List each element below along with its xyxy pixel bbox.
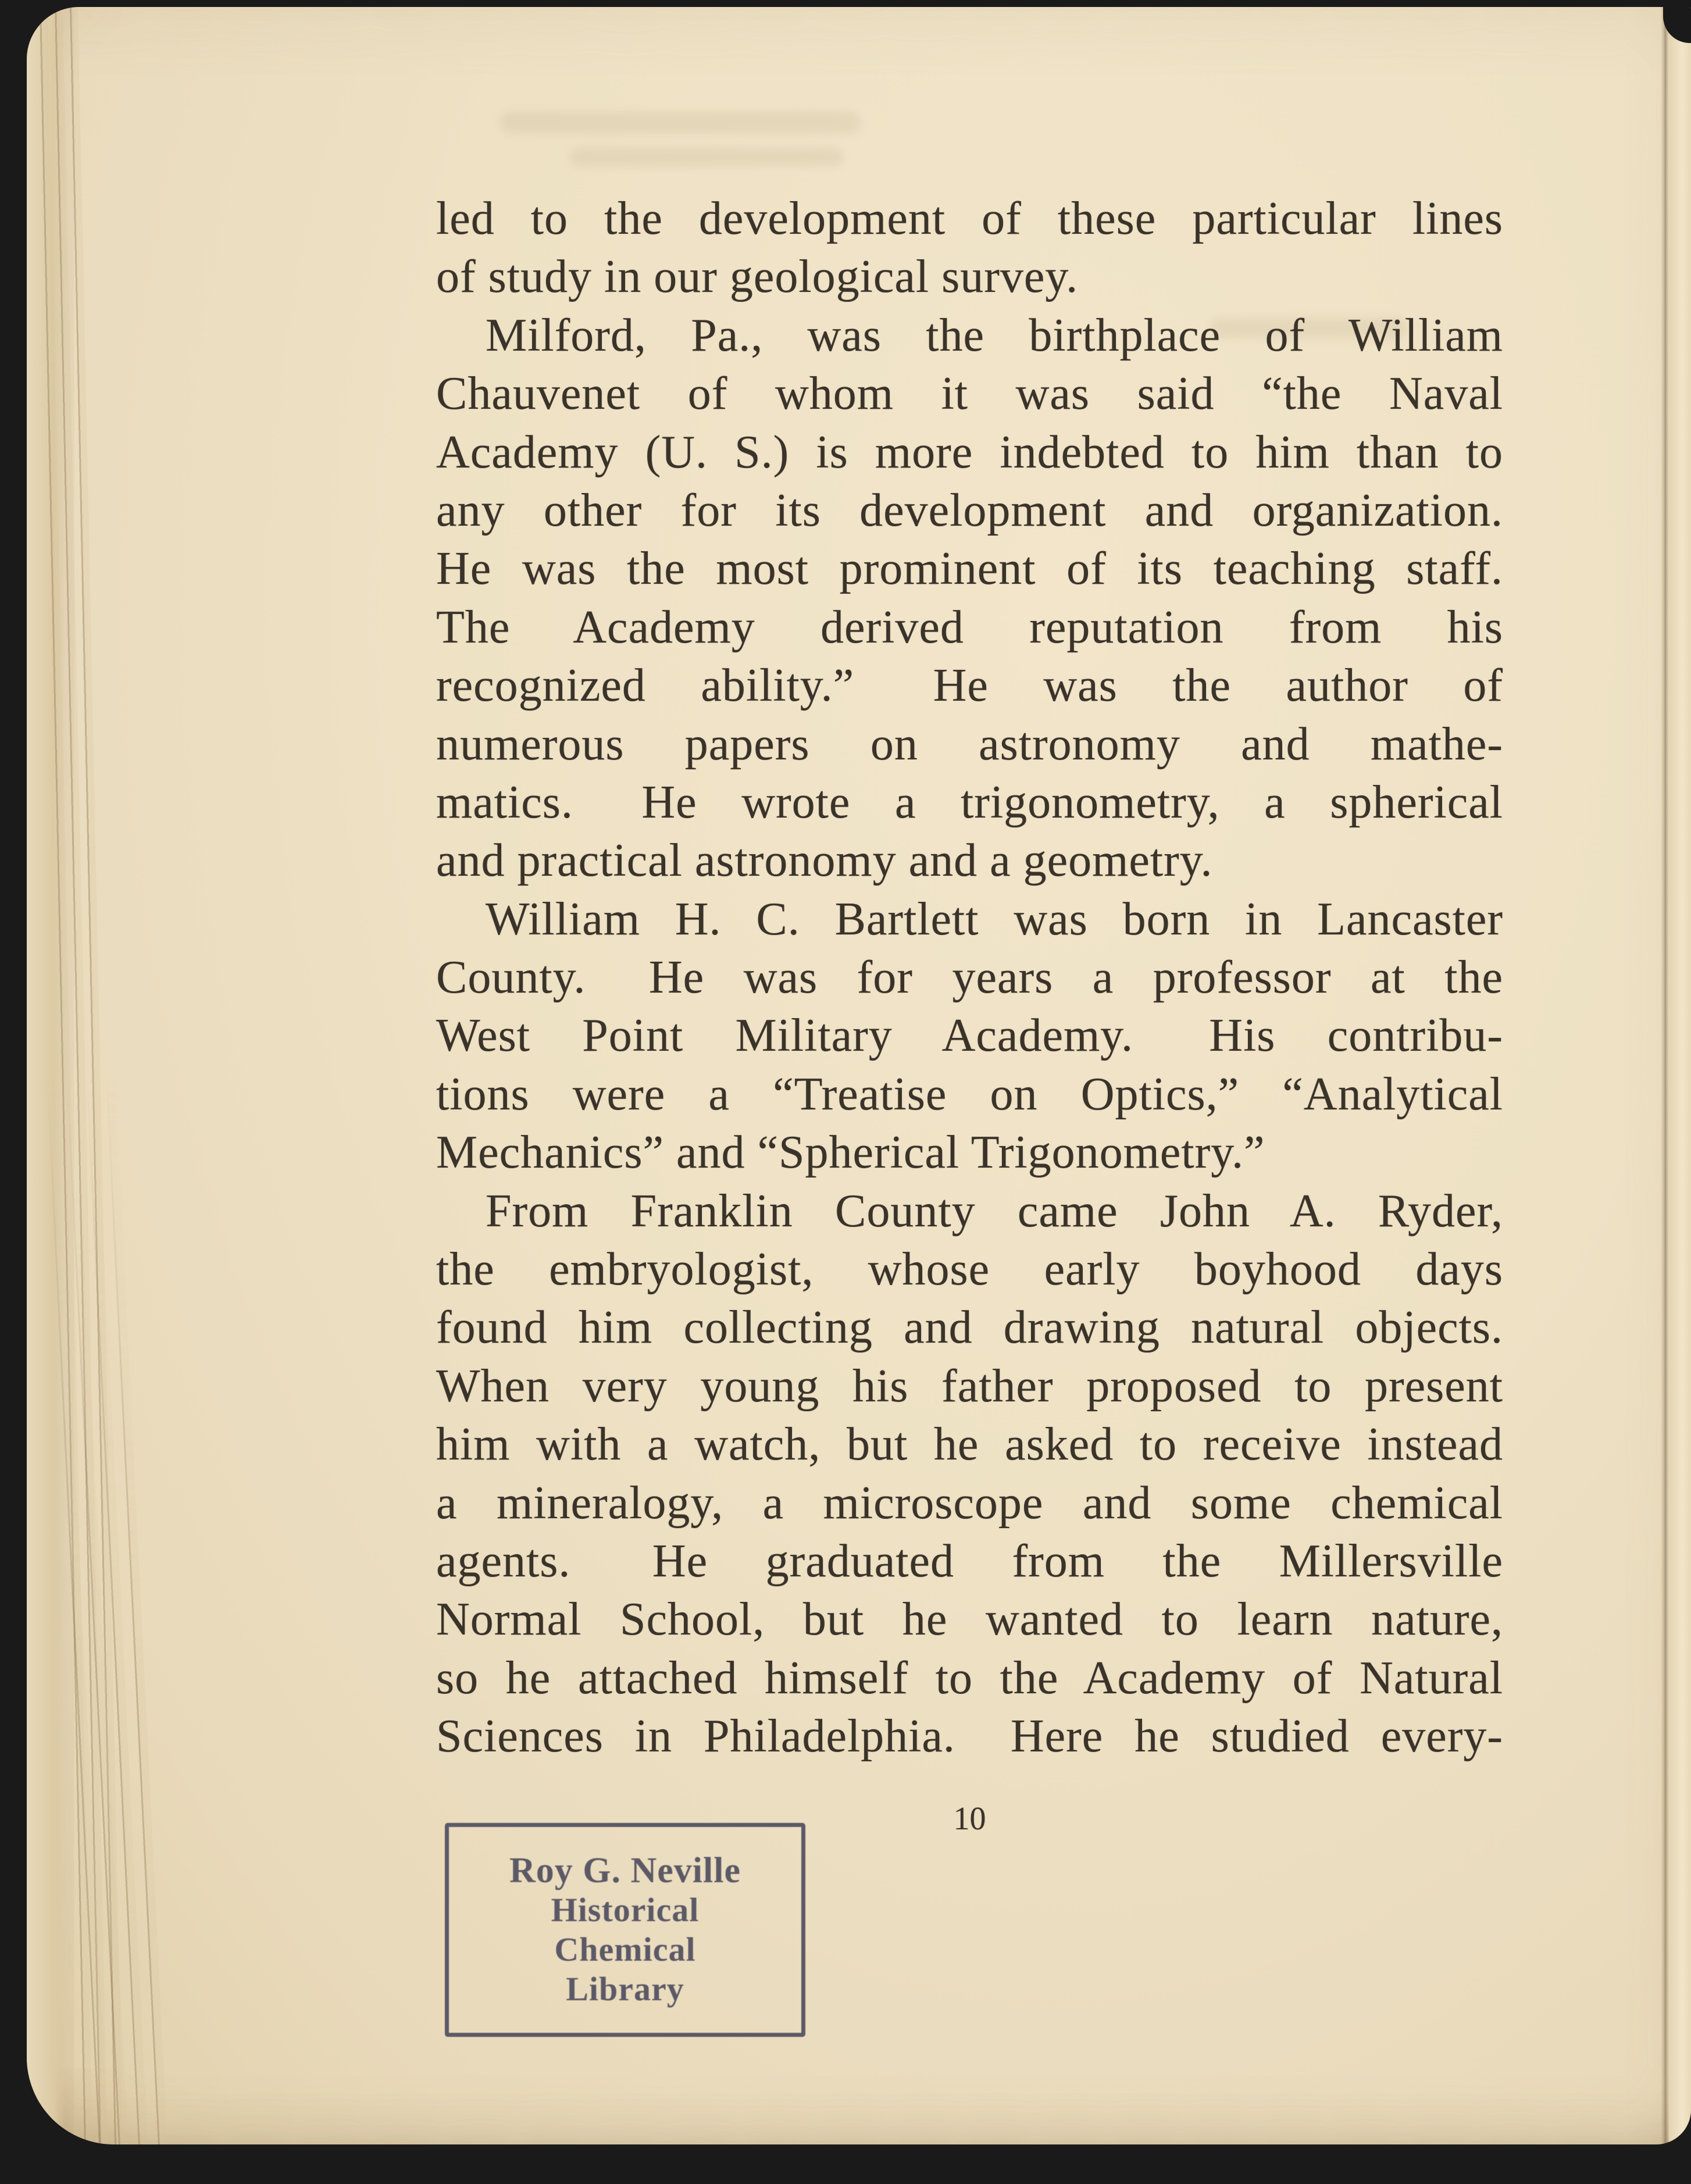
text-line: County. He was for years a professor at the <box>436 952 1503 1004</box>
text-line: him with a watch, but he asked to receive instead <box>436 1419 1503 1471</box>
gutter-page-edge <box>1669 7 1691 2144</box>
text-line: found him collecting and drawing natural objects. <box>436 1302 1503 1354</box>
text-line: agents. He graduated from the Millersville <box>436 1535 1503 1587</box>
text-line: led to the development of these particular lines <box>436 193 1503 244</box>
text-line: Sciences in Philadelphia. Here he studied every- <box>436 1711 1503 1762</box>
text-line: William H. C. Bartlett was born in Lancaster <box>486 893 1503 945</box>
gutter-crease <box>1661 7 1669 2144</box>
book-page <box>27 7 1691 2144</box>
text-line: Milford, Pa., was the birthplace of William <box>486 309 1503 361</box>
text-line: When very young his father proposed to present <box>436 1360 1503 1412</box>
stamp-line: Chemical <box>554 1930 696 1968</box>
text-line: From Franklin County came John A. Ryder, <box>486 1185 1503 1237</box>
text-line: any other for its development and organization. <box>436 484 1503 536</box>
text-line: and practical astronomy and a geometry. <box>436 835 1213 887</box>
show-through-smudge <box>500 112 861 134</box>
stamp-line: Historical <box>551 1891 700 1929</box>
text-line: of study in our geological survey. <box>436 251 1079 303</box>
text-line: a mineralogy, a microscope and some chemical <box>436 1477 1503 1529</box>
text-line: Mechanics” and “Spherical Trigonometry.” <box>436 1127 1265 1179</box>
text-line: the embryologist, whose early boyhood days <box>436 1244 1503 1296</box>
page-number: 10 <box>953 1801 986 1837</box>
text-line: Normal School, but he wanted to learn nature, <box>436 1594 1503 1646</box>
text-line: tions were a “Treatise on Optics,” “Analytical <box>436 1068 1503 1120</box>
text-line: matics. He wrote a trigonometry, a spherical <box>436 776 1503 828</box>
text-line: He was the most prominent of its teaching staff. <box>436 543 1503 595</box>
text-line: The Academy derived reputation from his <box>436 601 1503 653</box>
text-line: West Point Military Academy. His contribu- <box>436 1010 1503 1062</box>
body-text <box>436 190 1503 1766</box>
text-line: Chauvenet of whom it was said “the Naval <box>436 368 1503 420</box>
stamp-line: Library <box>566 1970 684 2008</box>
library-stamp <box>445 1823 805 2037</box>
show-through-smudge <box>570 148 843 166</box>
text-line: numerous papers on astronomy and mathe- <box>436 718 1503 770</box>
text-line: Academy (U. S.) is more indebted to him than to <box>436 426 1503 478</box>
text-line: recognized ability.” He was the author of <box>436 660 1503 712</box>
text-line: so he attached himself to the Academy of Natural <box>436 1652 1503 1704</box>
stamp-line: Roy G. Neville <box>509 1851 741 1890</box>
